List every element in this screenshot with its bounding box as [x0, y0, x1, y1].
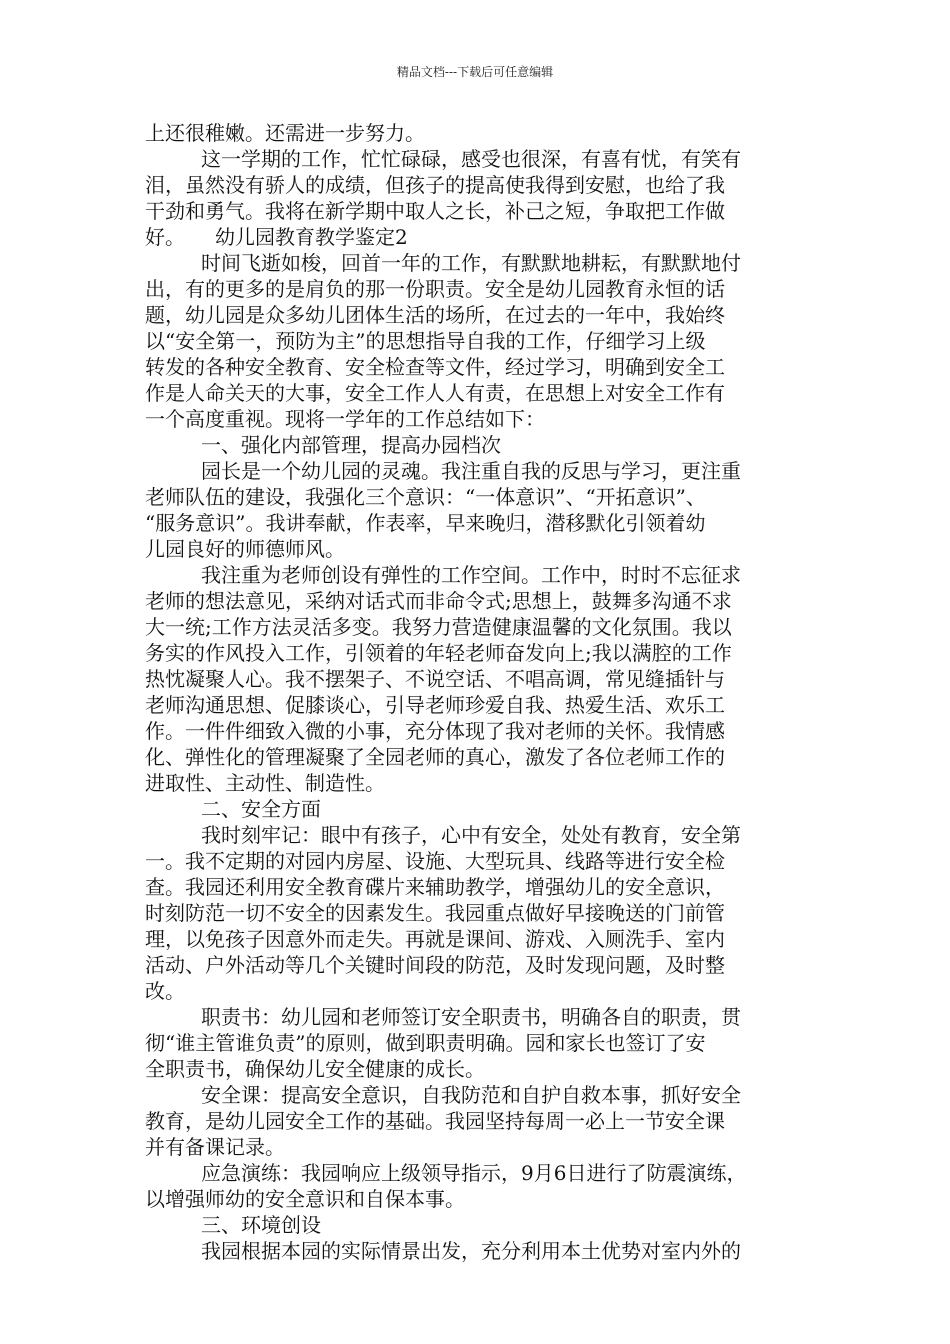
text-line: 查。我园还利用安全教育碟片来辅助教学，增强幼儿的安全意识， [145, 875, 725, 899]
text-line: 一。我不定期的对园内房屋、设施、大型玩具、线路等进行安全检 [145, 849, 725, 873]
text-line: 热忱凝聚人心。我不摆架子、不说空话、不唱高调，常见缝插针与 [145, 667, 725, 691]
text-line: 题，幼儿园是众多幼儿团体生活的场所，在过去的一年中，我始终 [145, 303, 725, 327]
text-line: 并有备课记录。 [145, 1135, 285, 1159]
text-line: 理，以免孩子因意外而走失。再就是课间、游戏、入厕洗手、室内 [145, 927, 725, 951]
text-line: 老师的想法意见，采纳对话式而非命令式;思想上，鼓舞多沟通不求 [145, 589, 732, 613]
text-line: 我注重为老师创设有弹性的工作空间。工作中，时时不忘征求 [201, 563, 741, 587]
text-line: 园长是一个幼儿园的灵魂。我注重自我的反思与学习，更注重 [201, 459, 741, 483]
text-line: 活动、户外活动等几个关键时间段的防范，及时发现问题，及时整 [145, 953, 725, 977]
text-line: 出，有的更多的是肩负的那一份职责。安全是幼儿园教育永恒的话 [145, 277, 725, 301]
text-line: 时刻防范一切不安全的因素发生。我园重点做好早接晚送的门前管 [145, 901, 725, 925]
text-line: 彻“谁主管谁负责”的原则，做到职责明确。园和家长也签订了安 [145, 1031, 706, 1055]
text-line: “服务意识”。我讲奉献，作表率，早来晚归，潜移默化引领着幼 [145, 511, 706, 535]
text-line: 作是人命关天的大事，安全工作人人有责，在思想上对安全工作有 [145, 381, 725, 405]
text-line: 老师沟通思想、促膝谈心，引导老师珍爱自我、热爱生活、欢乐工 [145, 693, 725, 717]
text-line: 大一统;工作方法灵活多变。我努力营造健康温馨的文化氛围。我以 [145, 615, 732, 639]
text-line: 时间飞逝如梭，回首一年的工作，有默默地耕耘，有默默地付 [201, 251, 741, 275]
text-line: 二、安全方面 [201, 797, 321, 821]
text-line: 务实的作风投入工作，引领着的年轻老师奋发向上;我以满腔的工作 [145, 641, 732, 665]
text-line: 以“安全第一，预防为主”的思想指导自我的工作，仔细学习上级 [145, 329, 706, 353]
text-line: 以增强师幼的安全意识和自保本事。 [145, 1187, 465, 1211]
text-line: 应急演练：我园响应上级领导指示，9月6日进行了防震演练， [201, 1161, 747, 1185]
text-line: 这一学期的工作，忙忙碌碌，感受也很深，有喜有忧，有笑有 [201, 147, 741, 171]
text-line: 职责书：幼儿园和老师签订安全职责书，明确各自的职责，贯 [201, 1005, 741, 1029]
text-line: 三、环境创设 [201, 1213, 321, 1237]
text-line: 儿园良好的师德师风。 [145, 537, 345, 561]
text-line: 干劲和勇气。我将在新学期中取人之长，补己之短，争取把工作做 [145, 199, 725, 223]
text-line: 好。 幼儿园教育教学鉴定2 [145, 225, 408, 249]
text-line: 一、强化内部管理，提高办园档次 [201, 433, 501, 457]
text-line: 老师队伍的建设，我强化三个意识：“一体意识”、“开拓意识”、 [145, 485, 706, 509]
text-line: 我时刻牢记：眼中有孩子，心中有安全，处处有教育，安全第 [201, 823, 741, 847]
text-line: 我园根据本园的实际情景出发，充分利用本土优势对室内外的 [201, 1239, 741, 1263]
text-line: 教育，是幼儿园安全工作的基础。我园坚持每周一必上一节安全课 [145, 1109, 725, 1133]
text-line: 一个高度重视。现将一学年的工作总结如下： [145, 407, 545, 431]
text-line: 进取性、主动性、制造性。 [145, 771, 385, 795]
text-line: 转发的各种安全教育、安全检查等文件，经过学习，明确到安全工 [145, 355, 725, 379]
text-line: 改。 [145, 979, 185, 1003]
text-line: 作。一件件细致入微的小事，充分体现了我对老师的关怀。我情感 [145, 719, 725, 743]
text-line: 安全课：提高安全意识，自我防范和自护自救本事，抓好安全 [201, 1083, 741, 1107]
document-body [145, 120, 820, 1264]
text-line: 上还很稚嫩。还需进一步努力。 [145, 121, 425, 145]
text-line: 泪，虽然没有骄人的成绩，但孩子的提高使我得到安慰，也给了我 [145, 173, 725, 197]
page-header: 精品文档---下载后可任意编辑 [396, 65, 554, 79]
text-line: 全职责书，确保幼儿安全健康的成长。 [145, 1057, 485, 1081]
text-line: 化、弹性化的管理凝聚了全园老师的真心，激发了各位老师工作的 [145, 745, 725, 769]
